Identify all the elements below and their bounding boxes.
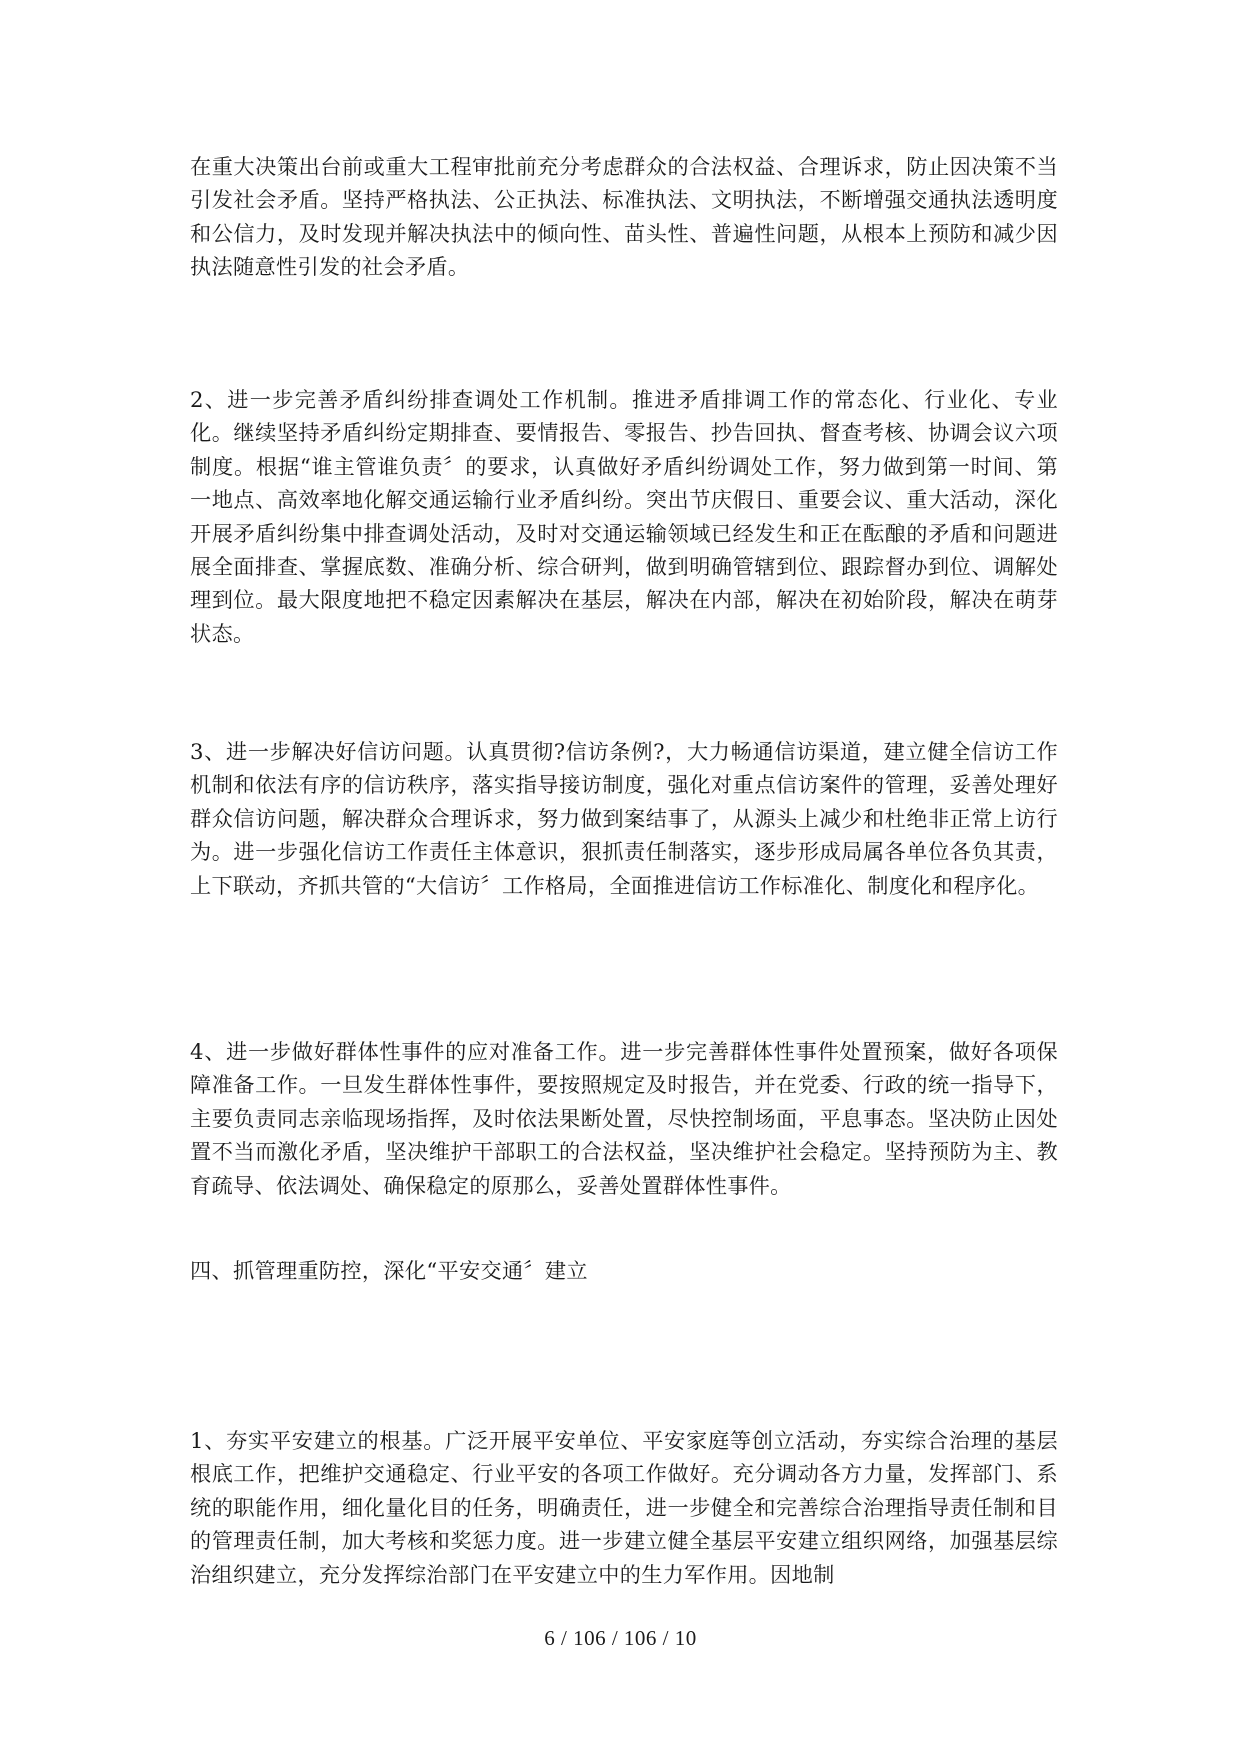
page-number-footer: 6 / 106 / 106 / 10 [544, 1626, 697, 1650]
paragraph-item-1: 1、夯实平安建立的根基。广泛开展平安单位、平安家庭等创立活动，夯实综合治理的基层根底工作，把维护交通稳定、行业平安的各项工作做好。充分调动各方力量，发挥部门、系统的职能作用，细化量化目的任务，明确责任，进一步健全和完善综合治理指导责任制和目的管理责任制，加大考核和奖惩力度。进一步建立健全基层平安建立组织网络，加强基层综治组织建立，充分发挥综治部门在平安建立中的生力军作用。因地制 [190, 1428, 1058, 1587]
paragraph-item-2: 2、进一步完善矛盾纠纷排查调处工作机制。推进矛盾排调工作的常态化、行业化、专业化。继续坚持矛盾纠纷定期排查、要情报告、零报告、抄告回执、督查考核、协调会议六项制度。根据“谁主管谁负责〞的要求，认真做好矛盾纠纷调处工作，努力做到第一时间、第一地点、高效率地化解交通运输行业矛盾纠纷。突出节庆假日、重要会议、重大活动，深化开展矛盾纠纷集中排查调处活动，及时对交通运输领域已经发生和正在酝酿的矛盾和问题进展全面排查、掌握底数、准确分析、综合研判，做到明确管辖到位、跟踪督办到位、调解处理到位。最大限度地把不稳定因素解决在基层，解决在内部，解决在初始阶段，解决在萌芽状态。 [190, 387, 1058, 646]
paragraph-continued: 在重大决策出台前或重大工程审批前充分考虑群众的合法权益、合理诉求，防止因决策不当引发社会矛盾。坚持严格执法、公正执法、标准执法、文明执法，不断增强交通执法透明度和公信力，及时发现并解决执法中的倾向性、苗头性、普遍性问题，从根本上预防和减少因执法随意性引发的社会矛盾。 [190, 154, 1058, 280]
section-heading: 四、抓管理重防控，深化“平安交通〞建立 [190, 1258, 588, 1283]
paragraph-item-3: 3、进一步解决好信访问题。认真贯彻?信访条例?，大力畅通信访渠道，建立健全信访工作机制和依法有序的信访秩序，落实指导接访制度，强化对重点信访案件的管理，妥善处理好群众信访问题，解决群众合理诉求，努力做到案结事了，从源头上减少和杜绝非正常上访行为。进一步强化信访工作责任主体意识，狠抓责任制落实，逐步形成局属各单位各负其责，上下联动，齐抓共管的“大信访〞工作格局，全面推进信访工作标准化、制度化和程序化。 [190, 739, 1058, 898]
paragraph-item-4: 4、进一步做好群体性事件的应对准备工作。进一步完善群体性事件处置预案，做好各项保障准备工作。一旦发生群体性事件，要按照规定及时报告，并在党委、行政的统一指导下，主要负责同志亲临现场指挥，及时依法果断处置，尽快控制场面，平息事态。坚决防止因处置不当而激化矛盾，坚决维护干部职工的合法权益，坚决维护社会稳定。坚持预防为主、教育疏导、依法调处、确保稳定的原那么，妥善处置群体性事件。 [190, 1039, 1058, 1198]
